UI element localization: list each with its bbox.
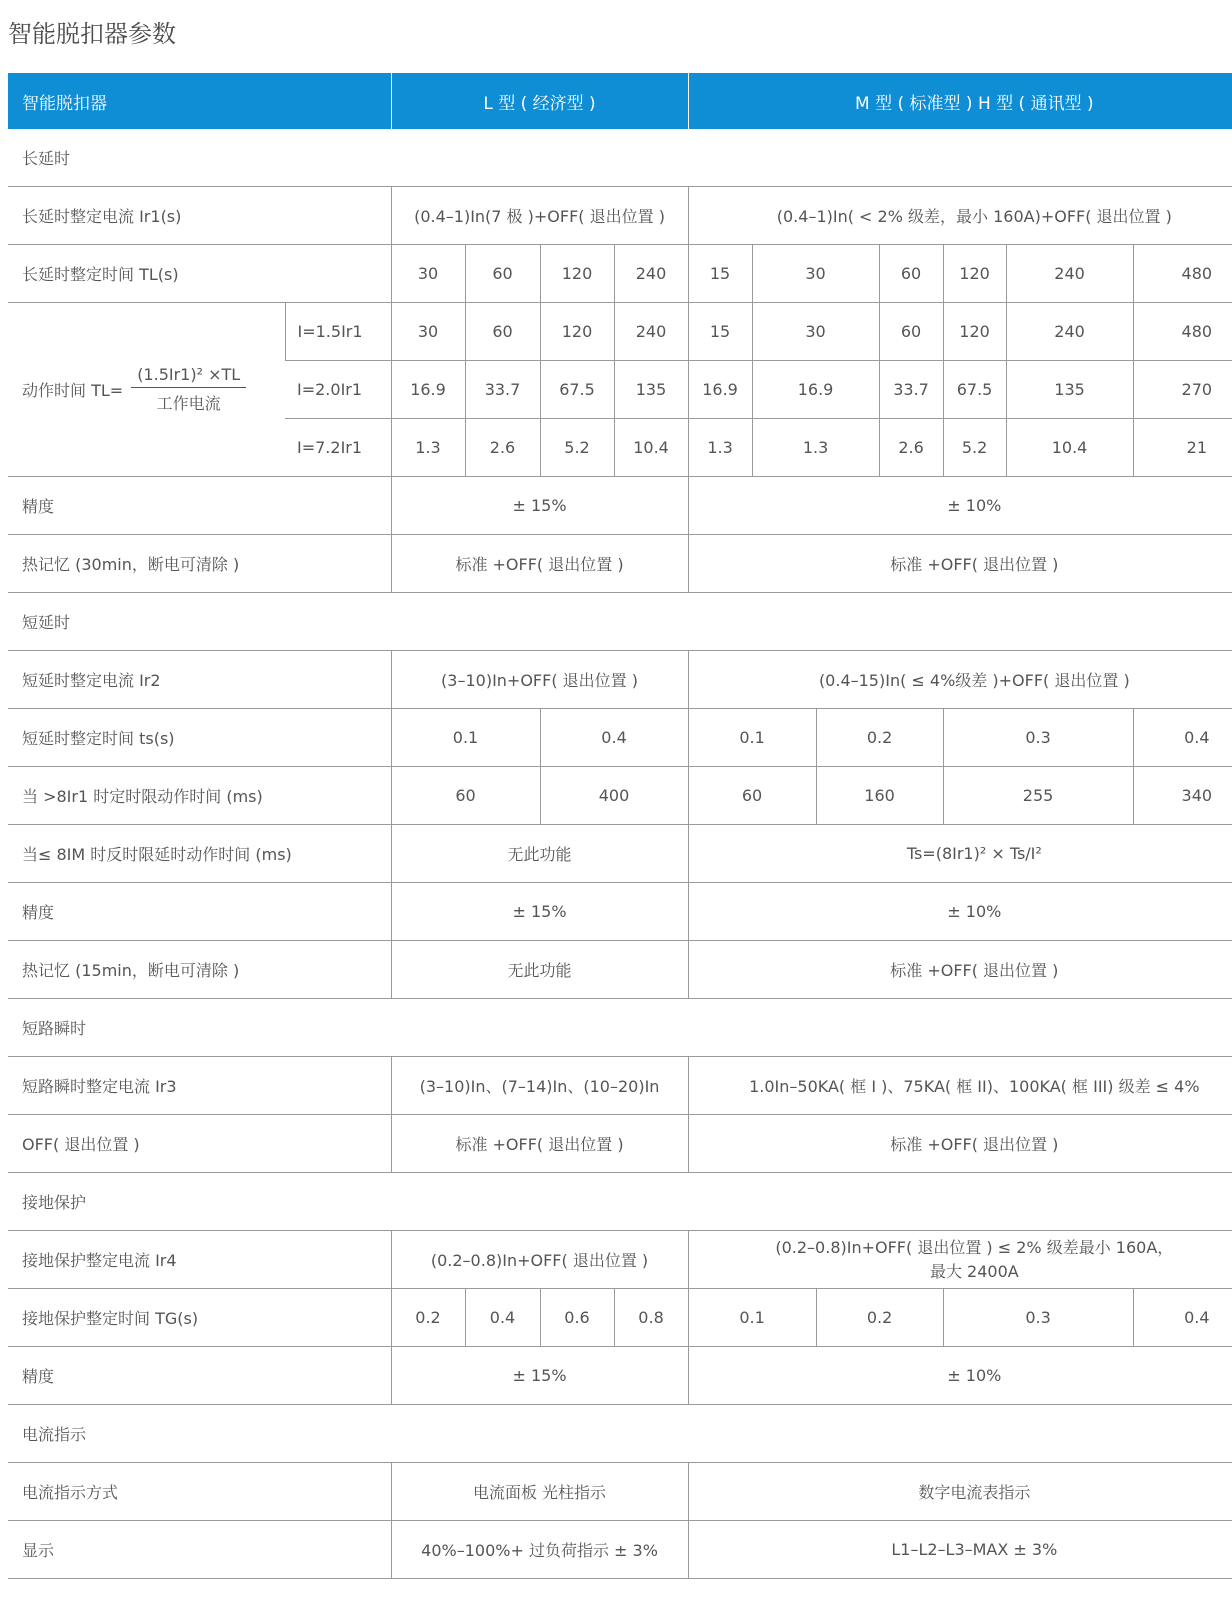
cell-mh: 15 bbox=[688, 245, 752, 303]
cell-mh: 30 bbox=[752, 303, 879, 361]
action-time-formula bbox=[8, 303, 285, 477]
cell-l: (0.4–1)In(7 极 )+OFF( 退出位置 ) bbox=[391, 187, 688, 245]
cell-mh: 标准 +OFF( 退出位置 ) bbox=[688, 941, 1232, 999]
cell-mh: 30 bbox=[752, 245, 879, 303]
row-label: OFF( 退出位置 ) bbox=[8, 1115, 391, 1173]
row-label: 接地保护整定电流 Ir4 bbox=[8, 1231, 391, 1289]
cell-mh: 标准 +OFF( 退出位置 ) bbox=[688, 535, 1232, 593]
cell-mh: 16.9 bbox=[688, 361, 752, 419]
section-row-long-delay bbox=[8, 129, 1232, 187]
cell-mh: ± 10% bbox=[688, 1347, 1232, 1405]
table-row bbox=[8, 1347, 1232, 1405]
cell-mh: 67.5 bbox=[943, 361, 1006, 419]
cell-mh: 0.1 bbox=[688, 709, 816, 767]
formula bbox=[22, 365, 246, 414]
cell-l: 240 bbox=[614, 245, 688, 303]
table-row bbox=[8, 1289, 1232, 1347]
cell-mh: 60 bbox=[688, 767, 816, 825]
cell-l: (3–10)In、(7–14)In、(10–20)In bbox=[391, 1057, 688, 1115]
cell-l: 60 bbox=[465, 245, 540, 303]
cell-l: 120 bbox=[540, 303, 614, 361]
row-label: 精度 bbox=[8, 477, 391, 535]
cell-l: 0.6 bbox=[540, 1289, 614, 1347]
cell-mh-line1: (0.2–0.8)In+OFF( 退出位置 ) ≤ 2% 级差最小 160A， bbox=[775, 1237, 1174, 1257]
cell-mh: 480 bbox=[1133, 303, 1232, 361]
cell-l: 5.2 bbox=[540, 419, 614, 477]
row-label: 长延时整定时间 TL(s) bbox=[8, 245, 391, 303]
trip-unit-parameter-table-body bbox=[8, 73, 1232, 1579]
cell-mh: 0.2 bbox=[816, 1289, 943, 1347]
cell-mh bbox=[688, 1231, 1232, 1289]
section-short-delay: 短延时 bbox=[8, 593, 1232, 651]
row-label: 精度 bbox=[8, 883, 391, 941]
formula-numerator: (1.5Ir1)² ×TL bbox=[131, 365, 246, 388]
cell-l: 40%–100%+ 过负荷指示 ± 3% bbox=[391, 1521, 688, 1579]
cell-l: 无此功能 bbox=[391, 941, 688, 999]
cell-mh: 0.3 bbox=[943, 709, 1133, 767]
formula-prefix: 动作时间 TL= bbox=[22, 381, 124, 400]
cell-mh: 21 bbox=[1133, 419, 1232, 477]
cell-mh: 1.3 bbox=[752, 419, 879, 477]
condition-label: I=1.5Ir1 bbox=[285, 303, 391, 361]
cell-mh: 135 bbox=[1006, 361, 1133, 419]
cell-mh: 270 bbox=[1133, 361, 1232, 419]
section-row-indication bbox=[8, 1405, 1232, 1463]
table-header-row bbox=[8, 73, 1232, 129]
cell-l: 标准 +OFF( 退出位置 ) bbox=[391, 1115, 688, 1173]
cell-mh: 60 bbox=[879, 245, 943, 303]
cell-mh: 480 bbox=[1133, 245, 1232, 303]
cell-mh: 1.0In–50KA( 框 I )、75KA( 框 II)、100KA( 框 III) 级差 ≤ 4% bbox=[688, 1057, 1232, 1115]
cell-mh: 120 bbox=[943, 245, 1006, 303]
row-label: 短路瞬时整定电流 Ir3 bbox=[8, 1057, 391, 1115]
cell-mh: 0.4 bbox=[1133, 709, 1232, 767]
cell-mh: 33.7 bbox=[879, 361, 943, 419]
cell-mh: (0.4–15)In( ≤ 4%级差 )+OFF( 退出位置 ) bbox=[688, 651, 1232, 709]
table-row bbox=[8, 1115, 1232, 1173]
row-label: 接地保护整定时间 TG(s) bbox=[8, 1289, 391, 1347]
cell-mh: 120 bbox=[943, 303, 1006, 361]
cell-l: 2.6 bbox=[465, 419, 540, 477]
cell-mh: 15 bbox=[688, 303, 752, 361]
header-mh-type: M 型 ( 标准型 ) H 型 ( 通讯型 ) bbox=[688, 73, 1232, 129]
condition-label: I=7.2Ir1 bbox=[285, 419, 391, 477]
table-row bbox=[8, 1231, 1232, 1289]
cell-l: 0.4 bbox=[540, 709, 688, 767]
cell-l: 1.3 bbox=[391, 419, 465, 477]
cell-mh: Ts=(8Ir1)² × Ts/I² bbox=[688, 825, 1232, 883]
cell-mh: 255 bbox=[943, 767, 1133, 825]
table-row bbox=[8, 477, 1232, 535]
cell-l: 无此功能 bbox=[391, 825, 688, 883]
cell-l: 30 bbox=[391, 303, 465, 361]
cell-l: 0.2 bbox=[391, 1289, 465, 1347]
row-label: 长延时整定电流 Ir1(s) bbox=[8, 187, 391, 245]
cell-l: 67.5 bbox=[540, 361, 614, 419]
cell-mh: 10.4 bbox=[1006, 419, 1133, 477]
table-row bbox=[8, 303, 1232, 361]
cell-mh: 16.9 bbox=[752, 361, 879, 419]
cell-mh: 160 bbox=[816, 767, 943, 825]
cell-mh: 0.1 bbox=[688, 1289, 816, 1347]
cell-mh: 标准 +OFF( 退出位置 ) bbox=[688, 1115, 1232, 1173]
cell-mh: 240 bbox=[1006, 245, 1133, 303]
row-label: 短延时整定时间 ts(s) bbox=[8, 709, 391, 767]
cell-mh: 0.4 bbox=[1133, 1289, 1232, 1347]
cell-mh: ± 10% bbox=[688, 883, 1232, 941]
cell-l: 400 bbox=[540, 767, 688, 825]
cell-l: ± 15% bbox=[391, 1347, 688, 1405]
table-row bbox=[8, 825, 1232, 883]
cell-l: 标准 +OFF( 退出位置 ) bbox=[391, 535, 688, 593]
row-label: 电流指示方式 bbox=[8, 1463, 391, 1521]
cell-l: (0.2–0.8)In+OFF( 退出位置 ) bbox=[391, 1231, 688, 1289]
cell-mh: 240 bbox=[1006, 303, 1133, 361]
section-row-ground bbox=[8, 1173, 1232, 1231]
section-row-instant bbox=[8, 999, 1232, 1057]
row-label: 热记忆 (15min，断电可清除 ) bbox=[8, 941, 391, 999]
section-indication: 电流指示 bbox=[8, 1405, 1232, 1463]
section-long-delay: 长延时 bbox=[8, 129, 1232, 187]
table-row bbox=[8, 709, 1232, 767]
condition-label: I=2.0Ir1 bbox=[285, 361, 391, 419]
table-row bbox=[8, 651, 1232, 709]
table-row bbox=[8, 767, 1232, 825]
cell-mh: 0.3 bbox=[943, 1289, 1133, 1347]
section-instant: 短路瞬时 bbox=[8, 999, 1232, 1057]
cell-l: 电流面板 光柱指示 bbox=[391, 1463, 688, 1521]
table-row bbox=[8, 1463, 1232, 1521]
table-row bbox=[8, 245, 1232, 303]
cell-mh-line2: 最大 2400A bbox=[929, 1261, 1019, 1281]
row-label: 显示 bbox=[8, 1521, 391, 1579]
cell-mh: 数字电流表指示 bbox=[688, 1463, 1232, 1521]
cell-l: (3–10)In+OFF( 退出位置 ) bbox=[391, 651, 688, 709]
cell-mh: (0.4–1)In( < 2% 级差，最小 160A)+OFF( 退出位置 ) bbox=[688, 187, 1232, 245]
cell-l: 60 bbox=[391, 767, 540, 825]
cell-mh: 60 bbox=[879, 303, 943, 361]
cell-mh: 340 bbox=[1133, 767, 1232, 825]
row-label: 短延时整定电流 Ir2 bbox=[8, 651, 391, 709]
cell-mh: L1–L2–L3–MAX ± 3% bbox=[688, 1521, 1232, 1579]
cell-mh: 1.3 bbox=[688, 419, 752, 477]
cell-l: 0.8 bbox=[614, 1289, 688, 1347]
cell-l: 135 bbox=[614, 361, 688, 419]
table-row bbox=[8, 535, 1232, 593]
cell-l: 10.4 bbox=[614, 419, 688, 477]
table-row bbox=[8, 883, 1232, 941]
row-label: 精度 bbox=[8, 1347, 391, 1405]
table-row bbox=[8, 941, 1232, 999]
row-label: 当≤ 8IM 时反时限延时动作时间 (ms) bbox=[8, 825, 391, 883]
cell-l: ± 15% bbox=[391, 477, 688, 535]
cell-l: 0.4 bbox=[465, 1289, 540, 1347]
section-ground: 接地保护 bbox=[8, 1173, 1232, 1231]
formula-fraction bbox=[131, 365, 246, 414]
formula-denominator: 工作电流 bbox=[156, 394, 221, 413]
cell-l: 120 bbox=[540, 245, 614, 303]
table-row bbox=[8, 187, 1232, 245]
cell-mh: 5.2 bbox=[943, 419, 1006, 477]
cell-l: 16.9 bbox=[391, 361, 465, 419]
cell-l: 240 bbox=[614, 303, 688, 361]
cell-l: 30 bbox=[391, 245, 465, 303]
table-row bbox=[8, 1057, 1232, 1115]
cell-mh: 2.6 bbox=[879, 419, 943, 477]
header-l-type: L 型 ( 经济型 ) bbox=[391, 73, 688, 129]
cell-l: 33.7 bbox=[465, 361, 540, 419]
cell-l: 0.1 bbox=[391, 709, 540, 767]
header-trip-unit: 智能脱扣器 bbox=[8, 73, 391, 129]
row-label: 热记忆 (30min，断电可清除 ) bbox=[8, 535, 391, 593]
cell-mh: 0.2 bbox=[816, 709, 943, 767]
cell-l: ± 15% bbox=[391, 883, 688, 941]
section-row-short-delay bbox=[8, 593, 1232, 651]
table-row bbox=[8, 1521, 1232, 1579]
cell-mh: ± 10% bbox=[688, 477, 1232, 535]
page-title: 智能脱扣器参数 bbox=[8, 20, 176, 48]
row-label: 当 >8Ir1 时定时限动作时间 (ms) bbox=[8, 767, 391, 825]
cell-l: 60 bbox=[465, 303, 540, 361]
